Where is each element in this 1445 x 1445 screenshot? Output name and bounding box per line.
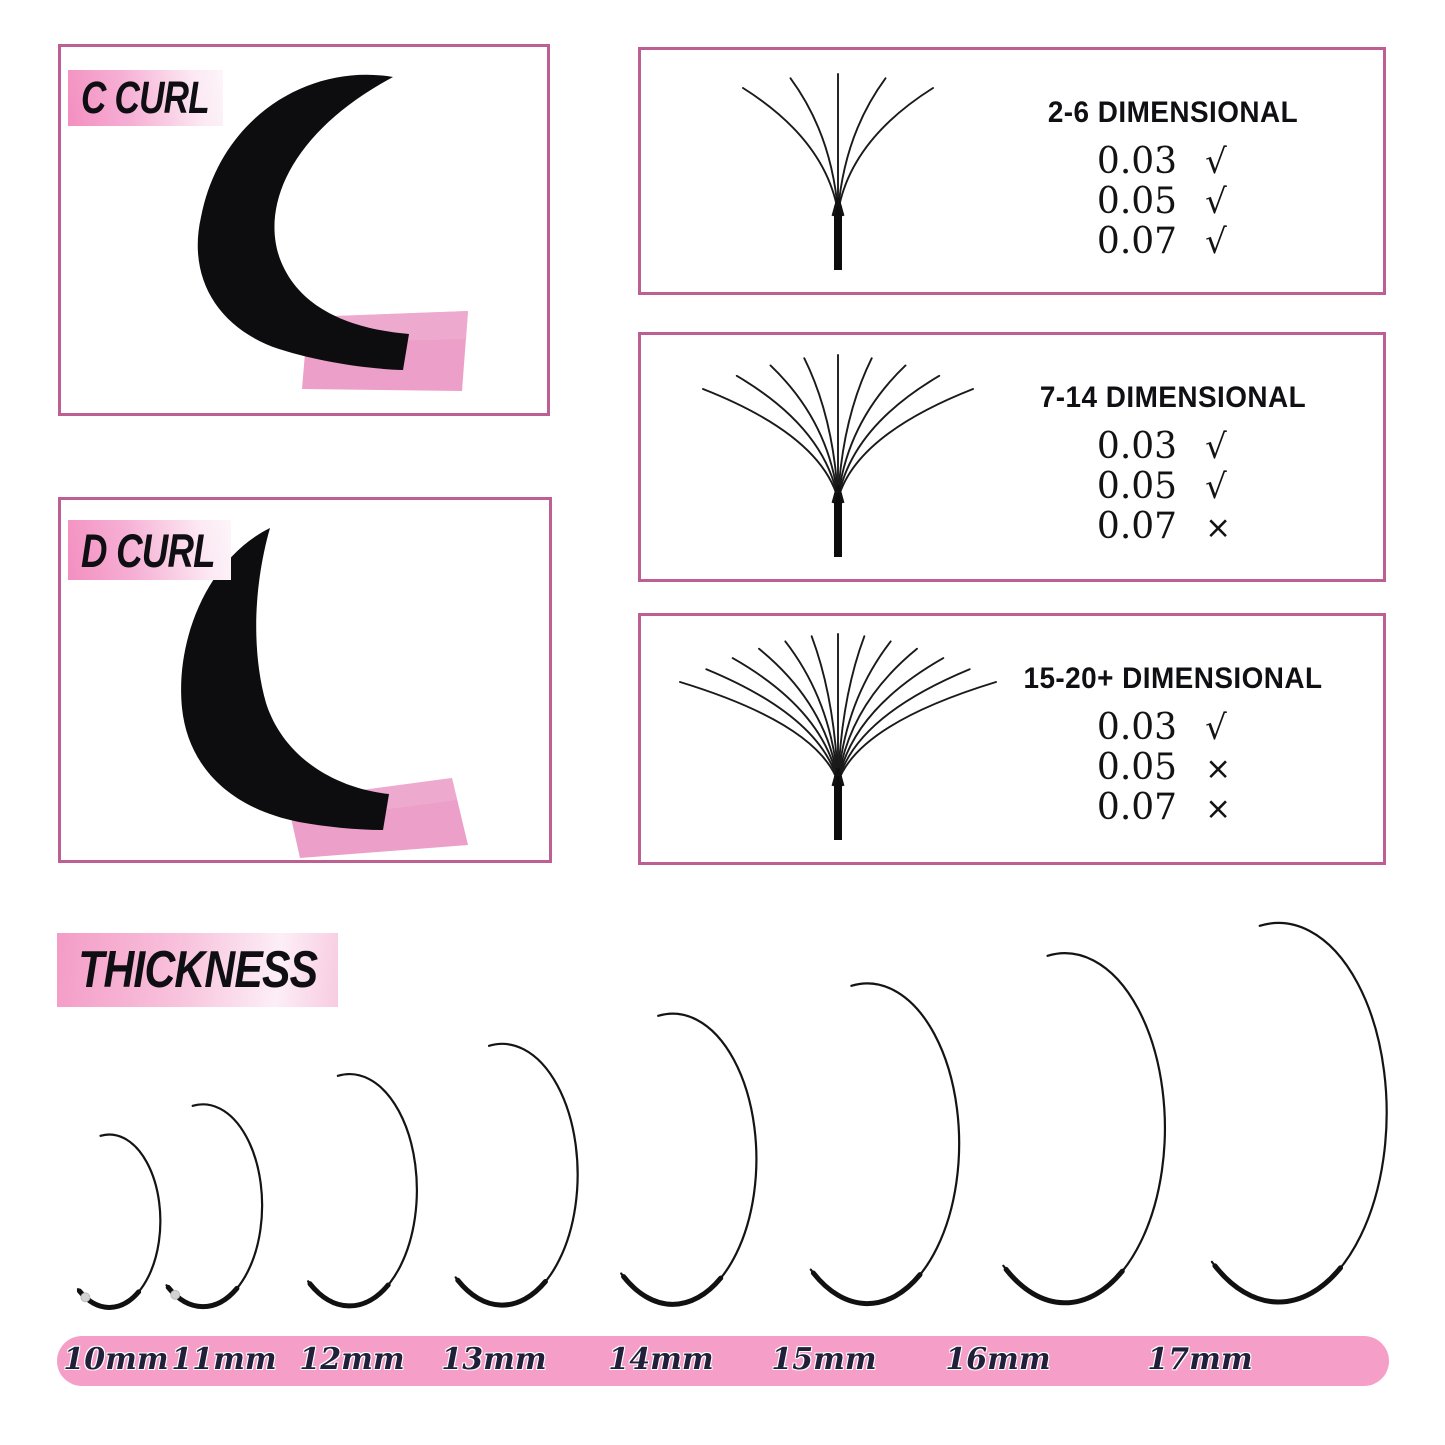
cross-mark-icon: ×: [1205, 791, 1232, 827]
lash-fan-icon: [673, 62, 1003, 274]
length-scale-bar: [57, 1336, 1389, 1386]
compatibility-row: [969, 427, 1377, 467]
thickness-compatibility-list: [969, 708, 1377, 828]
compatibility-row: [969, 142, 1377, 182]
compatibility-row: [969, 507, 1377, 547]
thickness-value: 0.07: [1096, 221, 1178, 262]
compatibility-row: [969, 748, 1377, 788]
lash-curve-icon: [287, 1068, 431, 1324]
length-label: 15mm: [771, 1342, 877, 1378]
length-label: 10mm: [63, 1342, 169, 1378]
thickness-value: 0.03: [1096, 707, 1178, 748]
check-mark-icon: √: [1205, 222, 1227, 262]
length-label: 13mm: [441, 1342, 547, 1378]
check-mark-icon: √: [1205, 182, 1227, 222]
thickness-heading: [57, 933, 338, 1007]
dimensional-title: 7-14 DIMENSIONAL: [1039, 381, 1307, 414]
thickness-compatibility-list: [969, 142, 1377, 262]
thickness-value: 0.05: [1096, 747, 1178, 788]
check-mark-icon: √: [1205, 467, 1227, 507]
thickness-value: 0.03: [1096, 426, 1178, 467]
thickness-value: 0.07: [1096, 787, 1178, 828]
c-curl-panel: [58, 44, 550, 416]
length-label: 14mm: [608, 1342, 714, 1378]
lash-curve-icon: [1178, 913, 1405, 1324]
thickness-compatibility-list: [969, 427, 1377, 547]
dimensional-panel-2-6: [638, 47, 1386, 295]
check-mark-icon: √: [1205, 427, 1227, 467]
cross-mark-icon: ×: [1205, 751, 1232, 787]
dimensional-panel-7-14: [638, 332, 1386, 582]
thickness-value: 0.03: [1096, 141, 1178, 182]
c-curl-label: [68, 70, 223, 126]
thickness-value: 0.05: [1096, 466, 1178, 507]
c-curl-label-text: C CURL: [81, 72, 209, 123]
check-mark-icon: √: [1205, 708, 1227, 748]
lash-curve-icon: [432, 1037, 593, 1324]
dimensional-title: 2-6 DIMENSIONAL: [1047, 96, 1299, 129]
compatibility-row: [969, 708, 1377, 748]
dimensional-title: 15-20+ DIMENSIONAL: [1023, 662, 1323, 695]
lash-curve-icon: [782, 975, 976, 1324]
lash-fan-icon: [673, 347, 1003, 561]
lash-curve-icon: [595, 1006, 772, 1324]
adhesive-bead: [171, 1290, 180, 1299]
compatibility-row: [969, 467, 1377, 507]
lash-fan-icon: [673, 628, 1003, 844]
d-curl-label-text: D CURL: [81, 523, 215, 577]
length-label: 17mm: [1147, 1342, 1253, 1378]
lash-curve-icon: [148, 1099, 276, 1324]
compatibility-row: [969, 222, 1377, 262]
length-label: 16mm: [945, 1342, 1051, 1378]
dimensional-panel-15-20: [638, 613, 1386, 865]
d-curl-label: [68, 520, 231, 580]
compatibility-row: [969, 788, 1377, 828]
compatibility-row: [969, 182, 1377, 222]
thickness-heading-text: THICKNESS: [77, 941, 318, 999]
check-mark-icon: √: [1205, 142, 1227, 182]
d-curl-panel: [58, 497, 552, 863]
thickness-value: 0.07: [1096, 506, 1178, 547]
thickness-value: 0.05: [1096, 181, 1178, 222]
lash-curve-icon: [972, 944, 1182, 1324]
adhesive-bead: [81, 1293, 90, 1302]
length-label: 12mm: [299, 1342, 405, 1378]
length-label: 11mm: [171, 1342, 277, 1378]
cross-mark-icon: ×: [1205, 510, 1232, 546]
